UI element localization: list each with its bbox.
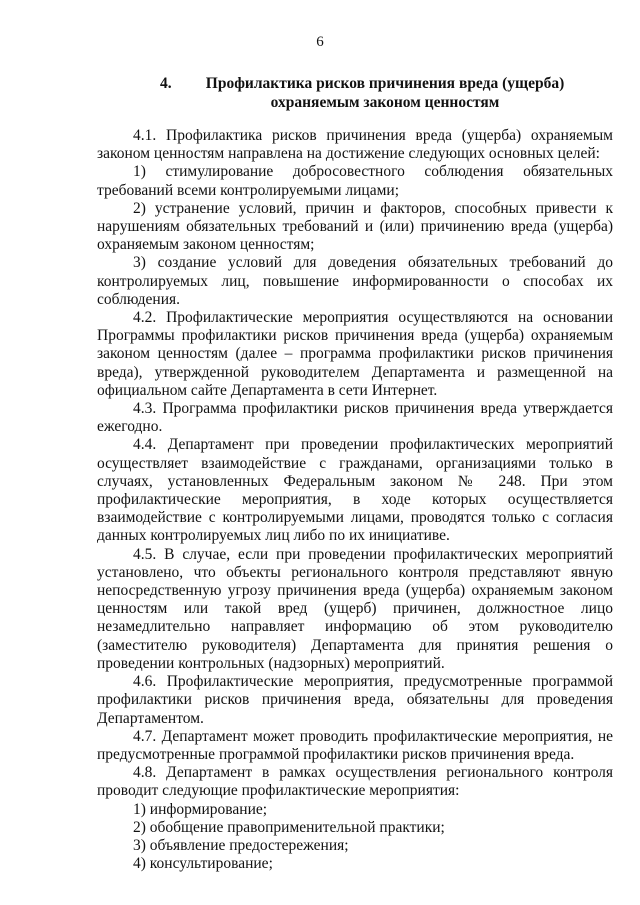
paragraph-4-1: 4.1. Профилактика рисков причинения вреда (ущерба) охраняемым законом ценностям направлена на достижение следующих основных целей:: [97, 127, 613, 163]
paragraph-4-6: 4.6. Профилактические мероприятия, предусмотренные программой профилактики рисков причинения вреда, обязательны для проведения Департаментом.: [97, 673, 613, 727]
goal-item-1: 1) стимулирование добросовестного соблюдения обязательных требований всеми контролируемыми лицами;: [97, 163, 613, 199]
measure-item-4: 4) консультирование;: [133, 855, 273, 873]
paragraph-4-2: 4.2. Профилактические мероприятия осуществляются на основании Программы профилактики рисков причинения вреда (ущерба) охраняемым законом ценностям (далее – программа профилактики рисков причинения вреда), утвержденной руководителем Департамента и размещенной на официальном сайте Департамента в сети Интернет.: [97, 309, 613, 399]
section-title-line-2: охраняемым законом ценностям: [270, 94, 500, 111]
goal-item-3: 3) создание условий для доведения обязательных требований до контролируемых лиц, повышение информированности о способах их соблюдения.: [97, 254, 613, 308]
measure-item-2: 2) обобщение правоприменительной практики;: [133, 818, 445, 836]
paragraph-4-4: 4.4. Департамент при проведении профилактических мероприятий осуществляет взаимодействие с гражданами, организациями только в случаях, установленных Федеральным законом № 248. При этом профилактические мероприятия, в ходе которых осуществляется взаимодействие с контролируемыми лицами, проводятся только с согласия данных контролируемых лиц либо по их инициативе.: [97, 436, 613, 545]
document-body: [97, 127, 613, 873]
section-number: 4.: [160, 75, 172, 92]
section-heading: [160, 74, 570, 112]
paragraph-4-5: 4.5. В случае, если при проведении профилактических мероприятий установлено, что объекты регионального контроля представляют явную непосредственную угрозу причинения вреда (ущерба) охраняемым законом ценностям или такой вред (ущерб) причинен, должностное лицо незамедлительно направляет информацию об этом руководителю (заместителю руководителя) Департамента для принятия решения о проведении контрольных (надзорных) мероприятий.: [97, 545, 613, 672]
measure-item-3: 3) объявление предостережения;: [133, 836, 349, 854]
paragraph-4-7: 4.7. Департамент может проводить профилактические мероприятия, не предусмотренные программой профилактики рисков причинения вреда.: [97, 727, 613, 763]
measure-item-1: 1) информирование;: [133, 800, 268, 818]
goal-item-2: 2) устранение условий, причин и факторов, способных привести к нарушениям обязательных требований и (или) причинению вреда (ущерба) охраняемым законом ценностям;: [97, 199, 613, 254]
paragraph-4-8: 4.8. Департамент в рамках осуществления регионального контроля проводит следующие профилактические мероприятия:: [97, 764, 613, 800]
section-title-line-1: Профилактика рисков причинения вреда (ущерба): [205, 75, 565, 92]
page-number: 6: [316, 34, 324, 50]
paragraph-4-3: 4.3. Программа профилактики рисков причинения вреда утверждается ежегодно.: [97, 400, 613, 436]
